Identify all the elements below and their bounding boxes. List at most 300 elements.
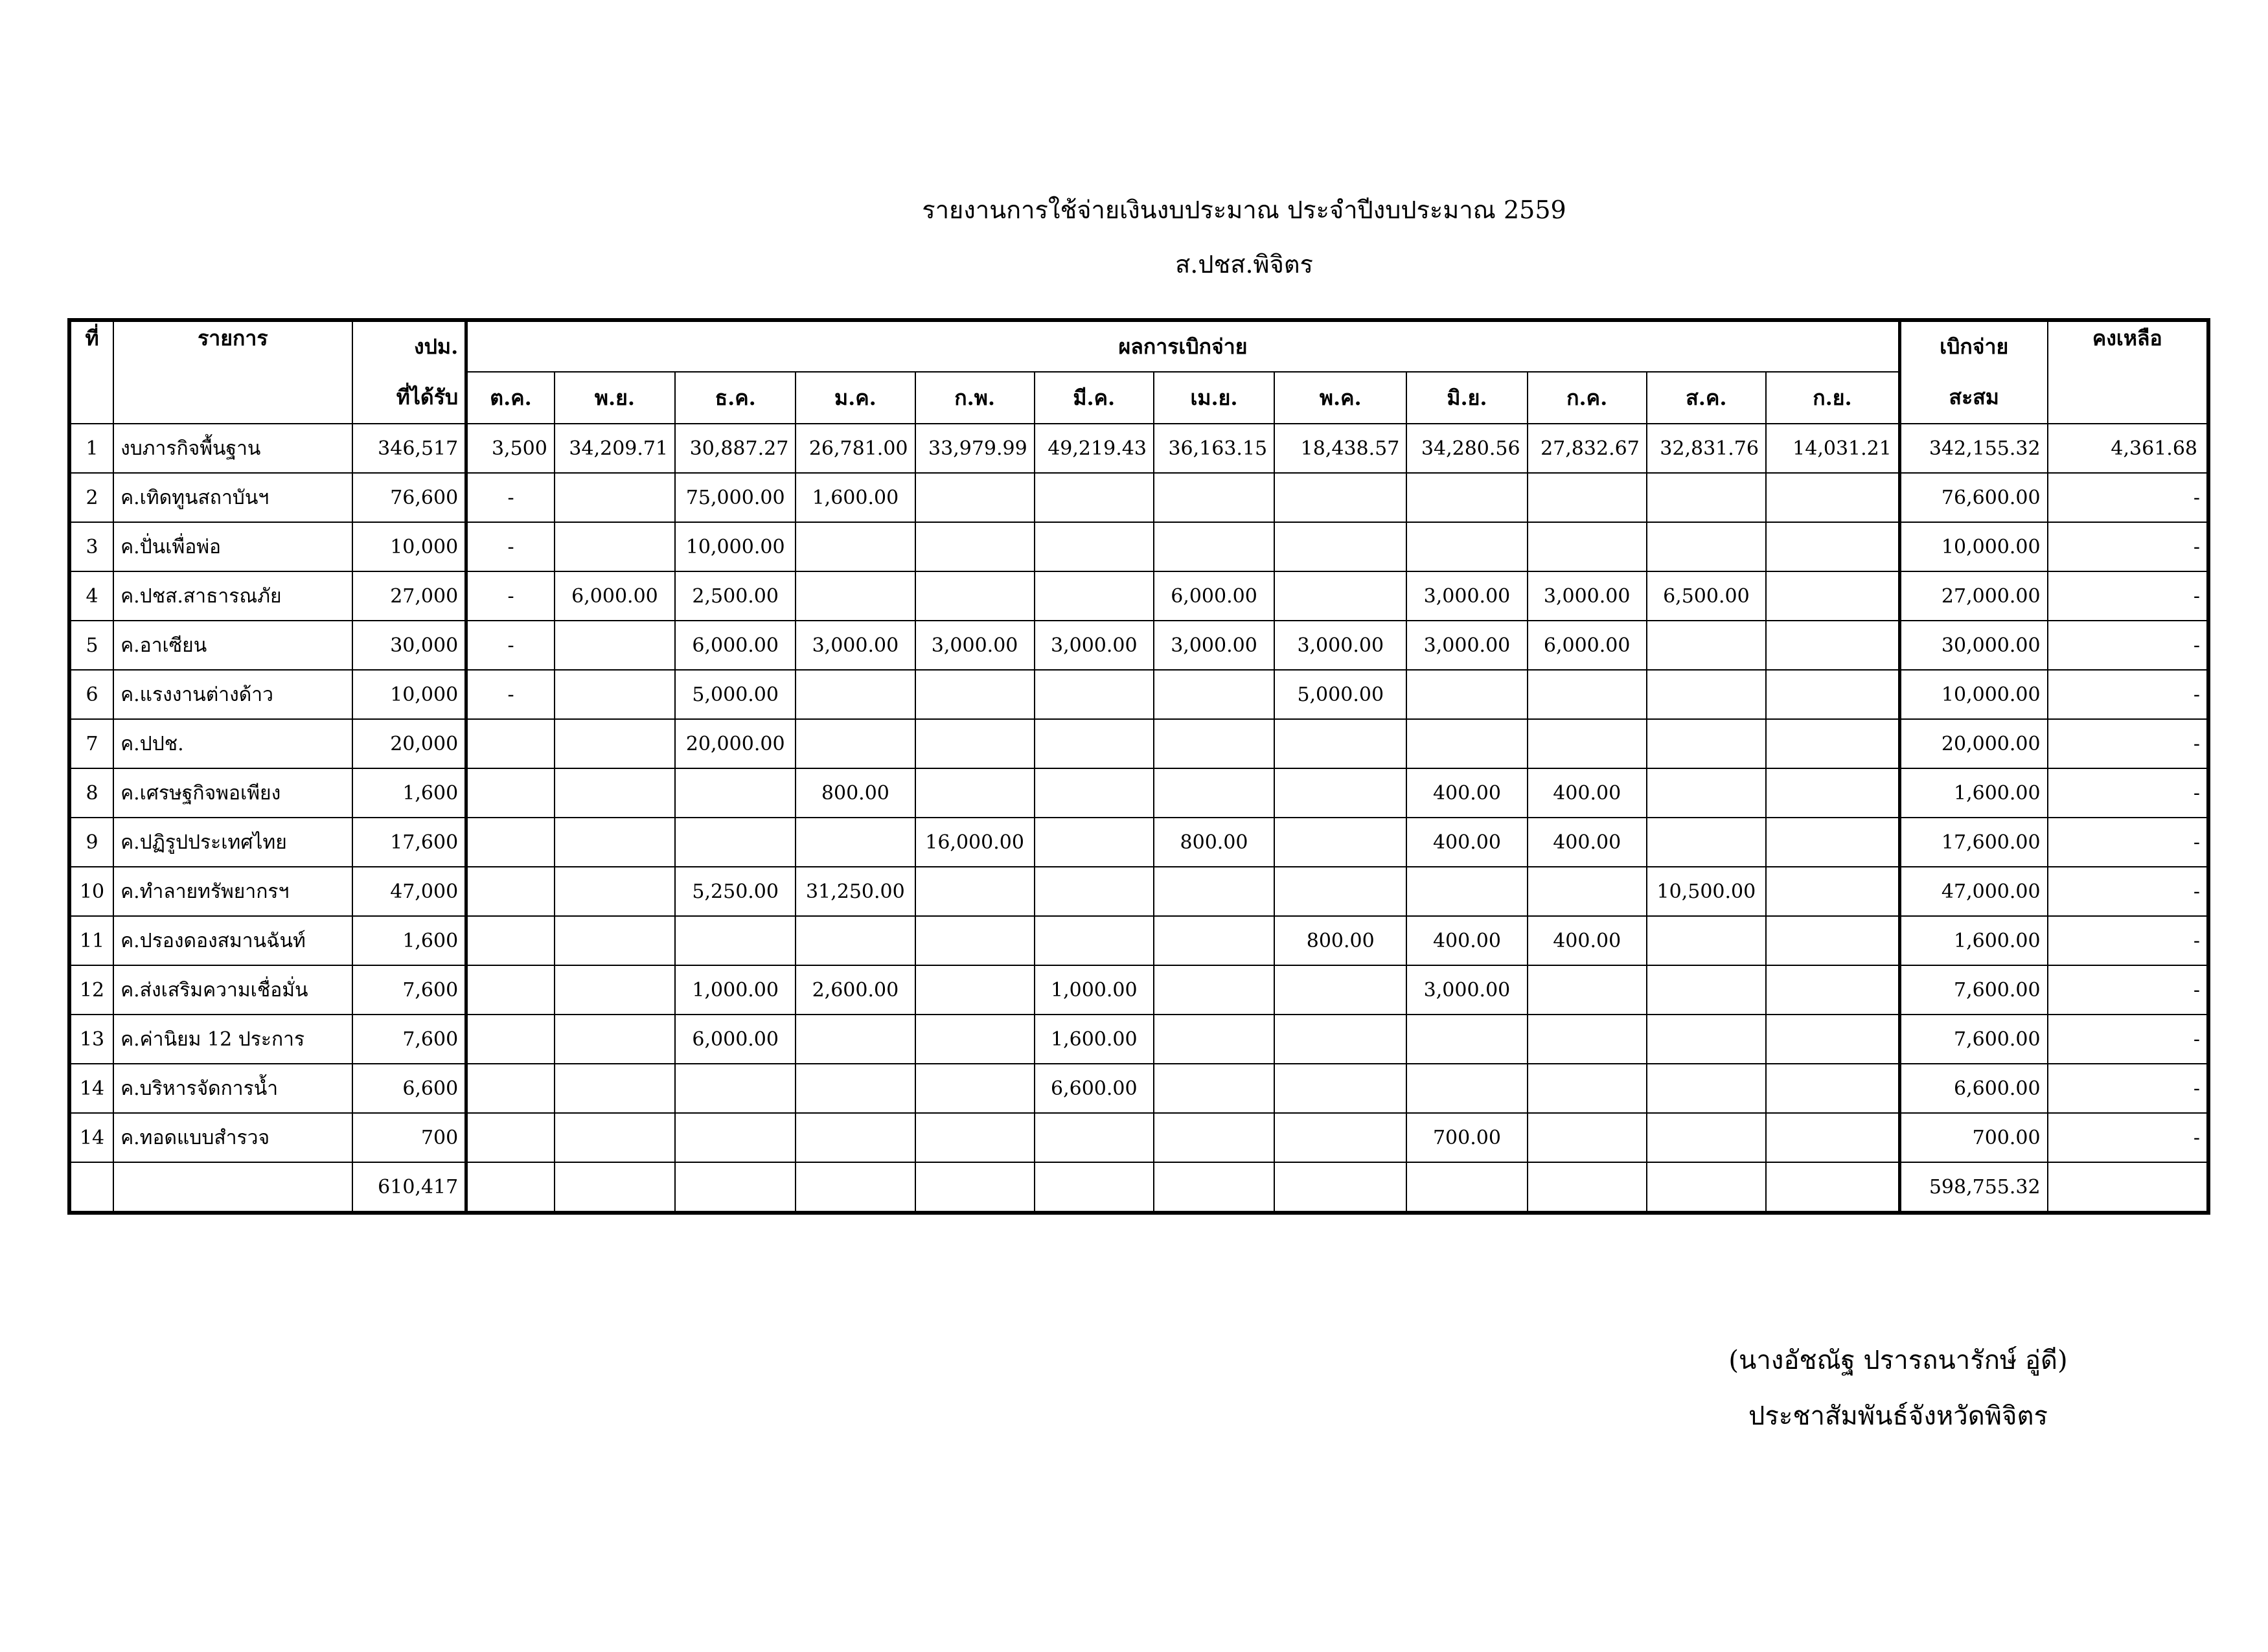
month-disbursement bbox=[555, 1064, 675, 1113]
month-disbursement bbox=[1154, 1015, 1274, 1064]
month-disbursement bbox=[466, 1015, 555, 1064]
row-number: 14 bbox=[69, 1064, 113, 1113]
budget-received: 10,000 bbox=[352, 670, 466, 719]
table-row bbox=[69, 916, 2208, 965]
item-name: ค.เทิดทูนสถาบันฯ bbox=[113, 473, 352, 522]
total-month-empty bbox=[1406, 1162, 1527, 1213]
remaining-balance: - bbox=[2048, 473, 2208, 522]
remaining-balance: - bbox=[2048, 571, 2208, 621]
month-disbursement bbox=[1766, 670, 1899, 719]
row-number: 5 bbox=[69, 621, 113, 670]
month-disbursement: 26,781.00 bbox=[796, 424, 915, 473]
item-name: ค.ทำลายทรัพยากรฯ bbox=[113, 867, 352, 916]
remaining-balance: - bbox=[2048, 1113, 2208, 1162]
month-disbursement bbox=[915, 768, 1035, 818]
month-disbursement bbox=[1154, 522, 1274, 571]
table-row bbox=[69, 719, 2208, 768]
month-disbursement bbox=[1528, 965, 1647, 1015]
cumulative-disbursement: 1,600.00 bbox=[1899, 916, 2047, 965]
table-row bbox=[69, 670, 2208, 719]
month-disbursement bbox=[915, 1113, 1035, 1162]
month-disbursement: 3,000.00 bbox=[1406, 571, 1527, 621]
month-disbursement bbox=[1647, 1064, 1766, 1113]
budget-received: 47,000 bbox=[352, 867, 466, 916]
month-disbursement bbox=[1528, 1015, 1647, 1064]
month-disbursement bbox=[1035, 522, 1154, 571]
budget-received: 7,600 bbox=[352, 1015, 466, 1064]
total-month-empty bbox=[1528, 1162, 1647, 1213]
budget-received: 30,000 bbox=[352, 621, 466, 670]
month-disbursement bbox=[796, 1064, 915, 1113]
month-disbursement: - bbox=[466, 522, 555, 571]
item-name: ค.ค่านิยม 12 ประการ bbox=[113, 1015, 352, 1064]
col-header-remaining: คงเหลือ bbox=[2048, 320, 2208, 424]
cumulative-disbursement: 342,155.32 bbox=[1899, 424, 2047, 473]
month-disbursement: 6,000.00 bbox=[555, 571, 675, 621]
signature-role: ประชาสัมพันธ์จังหวัดพิจิตร bbox=[1748, 1401, 2048, 1431]
month-disbursement bbox=[1528, 473, 1647, 522]
month-disbursement bbox=[1647, 719, 1766, 768]
col-header-cumulative-line2: สะสม bbox=[1899, 372, 2047, 424]
month-disbursement bbox=[555, 1113, 675, 1162]
cumulative-disbursement: 27,000.00 bbox=[1899, 571, 2047, 621]
cumulative-disbursement: 30,000.00 bbox=[1899, 621, 2047, 670]
month-disbursement: 14,031.21 bbox=[1766, 424, 1899, 473]
month-disbursement bbox=[915, 719, 1035, 768]
item-name: ค.ทอดแบบสำรวจ bbox=[113, 1113, 352, 1162]
month-disbursement bbox=[1766, 1113, 1899, 1162]
month-disbursement bbox=[1528, 1113, 1647, 1162]
table-row bbox=[69, 522, 2208, 571]
month-disbursement: 6,000.00 bbox=[1528, 621, 1647, 670]
month-header: มี.ค. bbox=[1035, 372, 1154, 424]
month-disbursement bbox=[1406, 670, 1527, 719]
col-header-item: รายการ bbox=[113, 320, 352, 424]
month-header: ธ.ค. bbox=[675, 372, 796, 424]
item-name: ค.อาเซียน bbox=[113, 621, 352, 670]
month-disbursement bbox=[675, 916, 796, 965]
row-number: 8 bbox=[69, 768, 113, 818]
month-disbursement bbox=[915, 473, 1035, 522]
month-disbursement bbox=[1647, 522, 1766, 571]
month-disbursement bbox=[1766, 571, 1899, 621]
row-number: 12 bbox=[69, 965, 113, 1015]
budget-table bbox=[67, 318, 2210, 1215]
col-header-cumulative-line1: เบิกจ่าย bbox=[1899, 320, 2047, 372]
total-cumulative: 598,755.32 bbox=[1899, 1162, 2047, 1213]
month-disbursement bbox=[1154, 768, 1274, 818]
budget-received: 17,600 bbox=[352, 818, 466, 867]
month-disbursement: 27,832.67 bbox=[1528, 424, 1647, 473]
month-disbursement bbox=[1406, 719, 1527, 768]
item-name: ค.ปั่นเพื่อพ่อ bbox=[113, 522, 352, 571]
remaining-balance: - bbox=[2048, 1015, 2208, 1064]
month-disbursement: 5,000.00 bbox=[1274, 670, 1406, 719]
month-disbursement bbox=[1274, 1113, 1406, 1162]
month-disbursement: 800.00 bbox=[1154, 818, 1274, 867]
month-disbursement bbox=[1274, 1015, 1406, 1064]
month-disbursement: 800.00 bbox=[796, 768, 915, 818]
table-row bbox=[69, 473, 2208, 522]
month-disbursement: 3,000.00 bbox=[1274, 621, 1406, 670]
month-disbursement bbox=[1766, 473, 1899, 522]
table-row bbox=[69, 621, 2208, 670]
month-disbursement: 3,000.00 bbox=[1406, 621, 1527, 670]
month-disbursement bbox=[1035, 867, 1154, 916]
month-disbursement bbox=[555, 1015, 675, 1064]
month-disbursement bbox=[1154, 1064, 1274, 1113]
month-disbursement: 30,887.27 bbox=[675, 424, 796, 473]
row-number: 7 bbox=[69, 719, 113, 768]
row-number: 9 bbox=[69, 818, 113, 867]
month-disbursement: 400.00 bbox=[1406, 768, 1527, 818]
month-disbursement bbox=[1035, 1113, 1154, 1162]
month-disbursement bbox=[796, 1113, 915, 1162]
month-disbursement bbox=[1035, 473, 1154, 522]
cumulative-disbursement: 20,000.00 bbox=[1899, 719, 2047, 768]
month-disbursement: 49,219.43 bbox=[1035, 424, 1154, 473]
month-disbursement bbox=[796, 1015, 915, 1064]
cumulative-disbursement: 17,600.00 bbox=[1899, 818, 2047, 867]
month-disbursement: 3,500 bbox=[466, 424, 555, 473]
total-month-empty bbox=[915, 1162, 1035, 1213]
month-disbursement bbox=[1154, 965, 1274, 1015]
month-disbursement bbox=[1766, 768, 1899, 818]
month-disbursement bbox=[915, 965, 1035, 1015]
remaining-balance: - bbox=[2048, 670, 2208, 719]
month-disbursement: 1,000.00 bbox=[1035, 965, 1154, 1015]
month-disbursement: 10,500.00 bbox=[1647, 867, 1766, 916]
month-disbursement: 5,250.00 bbox=[675, 867, 796, 916]
budget-received: 6,600 bbox=[352, 1064, 466, 1113]
total-month-empty bbox=[796, 1162, 915, 1213]
cumulative-disbursement: 10,000.00 bbox=[1899, 522, 2047, 571]
month-disbursement: - bbox=[466, 473, 555, 522]
month-disbursement bbox=[1528, 522, 1647, 571]
month-disbursement bbox=[1647, 965, 1766, 1015]
month-disbursement bbox=[1274, 719, 1406, 768]
table-row bbox=[69, 1064, 2208, 1113]
month-disbursement bbox=[675, 818, 796, 867]
remaining-balance: - bbox=[2048, 916, 2208, 965]
month-disbursement: 800.00 bbox=[1274, 916, 1406, 965]
month-disbursement bbox=[1274, 473, 1406, 522]
item-name: ค.ส่งเสริมความเชื่อมั่น bbox=[113, 965, 352, 1015]
month-disbursement bbox=[1274, 965, 1406, 1015]
month-disbursement bbox=[1647, 768, 1766, 818]
budget-received: 346,517 bbox=[352, 424, 466, 473]
month-disbursement: 5,000.00 bbox=[675, 670, 796, 719]
month-disbursement bbox=[675, 1064, 796, 1113]
month-disbursement bbox=[1647, 1113, 1766, 1162]
total-month-empty bbox=[466, 1162, 555, 1213]
month-disbursement bbox=[1035, 818, 1154, 867]
remaining-balance: 4,361.68 bbox=[2048, 424, 2208, 473]
month-disbursement: 3,000.00 bbox=[1154, 621, 1274, 670]
month-disbursement: 700.00 bbox=[1406, 1113, 1527, 1162]
month-disbursement bbox=[466, 719, 555, 768]
month-disbursement bbox=[1766, 719, 1899, 768]
cumulative-disbursement: 47,000.00 bbox=[1899, 867, 2047, 916]
month-disbursement bbox=[796, 571, 915, 621]
month-disbursement bbox=[796, 916, 915, 965]
month-disbursement: - bbox=[466, 621, 555, 670]
month-disbursement: 1,600.00 bbox=[796, 473, 915, 522]
col-header-budget-line1: งปม. bbox=[352, 320, 466, 372]
month-disbursement bbox=[555, 473, 675, 522]
month-header: ก.ย. bbox=[1766, 372, 1899, 424]
month-disbursement bbox=[555, 916, 675, 965]
month-disbursement bbox=[1154, 1113, 1274, 1162]
month-disbursement bbox=[1154, 867, 1274, 916]
month-disbursement: 3,000.00 bbox=[1406, 965, 1527, 1015]
month-disbursement bbox=[1528, 1064, 1647, 1113]
month-disbursement bbox=[555, 670, 675, 719]
cumulative-disbursement: 700.00 bbox=[1899, 1113, 2047, 1162]
table-row bbox=[69, 965, 2208, 1015]
month-disbursement: 400.00 bbox=[1406, 916, 1527, 965]
month-disbursement bbox=[1406, 1015, 1527, 1064]
month-disbursement: 20,000.00 bbox=[675, 719, 796, 768]
month-disbursement: 1,000.00 bbox=[675, 965, 796, 1015]
month-disbursement: 75,000.00 bbox=[675, 473, 796, 522]
total-month-empty bbox=[1154, 1162, 1274, 1213]
item-name: ค.ปชส.สาธารณภัย bbox=[113, 571, 352, 621]
month-header: ก.พ. bbox=[915, 372, 1035, 424]
table-row bbox=[69, 818, 2208, 867]
item-name: ค.ปปช. bbox=[113, 719, 352, 768]
month-disbursement bbox=[1528, 719, 1647, 768]
report-title: รายงานการใช้จ่ายเงินงบประมาณ ประจำปีงบประมาณ 2559 bbox=[922, 196, 1566, 224]
budget-received: 700 bbox=[352, 1113, 466, 1162]
total-month-empty bbox=[675, 1162, 796, 1213]
item-name: ค.ปรองดองสมานฉันท์ bbox=[113, 916, 352, 965]
month-disbursement: 3,000.00 bbox=[796, 621, 915, 670]
month-disbursement bbox=[555, 719, 675, 768]
row-number: 11 bbox=[69, 916, 113, 965]
month-header: พ.ค. bbox=[1274, 372, 1406, 424]
month-header: มิ.ย. bbox=[1406, 372, 1527, 424]
month-disbursement bbox=[1766, 1064, 1899, 1113]
table-row bbox=[69, 867, 2208, 916]
month-header: ต.ค. bbox=[466, 372, 555, 424]
month-disbursement bbox=[675, 768, 796, 818]
month-disbursement: 6,600.00 bbox=[1035, 1064, 1154, 1113]
month-disbursement bbox=[915, 1015, 1035, 1064]
cumulative-disbursement: 6,600.00 bbox=[1899, 1064, 2047, 1113]
month-disbursement bbox=[1766, 818, 1899, 867]
budget-received: 20,000 bbox=[352, 719, 466, 768]
month-disbursement bbox=[1766, 1015, 1899, 1064]
month-disbursement bbox=[555, 965, 675, 1015]
month-disbursement bbox=[1035, 916, 1154, 965]
total-empty bbox=[113, 1162, 352, 1213]
month-disbursement: 3,000.00 bbox=[1528, 571, 1647, 621]
month-disbursement: 36,163.15 bbox=[1154, 424, 1274, 473]
col-header-results: ผลการเบิกจ่าย bbox=[466, 320, 1900, 372]
total-month-empty bbox=[1274, 1162, 1406, 1213]
month-disbursement bbox=[1035, 768, 1154, 818]
remaining-balance: - bbox=[2048, 621, 2208, 670]
month-disbursement bbox=[915, 1064, 1035, 1113]
month-disbursement bbox=[1406, 1064, 1527, 1113]
month-disbursement bbox=[466, 916, 555, 965]
month-disbursement bbox=[1035, 719, 1154, 768]
month-disbursement bbox=[915, 867, 1035, 916]
remaining-balance: - bbox=[2048, 818, 2208, 867]
month-disbursement bbox=[796, 719, 915, 768]
budget-received: 10,000 bbox=[352, 522, 466, 571]
table-row bbox=[69, 1015, 2208, 1064]
budget-received: 76,600 bbox=[352, 473, 466, 522]
table-row bbox=[69, 424, 2208, 473]
total-month-empty bbox=[555, 1162, 675, 1213]
month-header: ส.ค. bbox=[1647, 372, 1766, 424]
month-disbursement bbox=[1647, 916, 1766, 965]
month-disbursement: 10,000.00 bbox=[675, 522, 796, 571]
row-number: 13 bbox=[69, 1015, 113, 1064]
month-disbursement bbox=[555, 768, 675, 818]
month-disbursement bbox=[466, 1113, 555, 1162]
month-disbursement bbox=[1274, 571, 1406, 621]
month-disbursement bbox=[1274, 818, 1406, 867]
month-disbursement bbox=[1647, 670, 1766, 719]
month-disbursement bbox=[915, 571, 1035, 621]
col-header-budget-line2: ที่ได้รับ bbox=[352, 372, 466, 424]
month-disbursement bbox=[555, 522, 675, 571]
cumulative-disbursement: 10,000.00 bbox=[1899, 670, 2047, 719]
month-disbursement bbox=[1766, 621, 1899, 670]
remaining-balance: - bbox=[2048, 965, 2208, 1015]
month-disbursement bbox=[915, 670, 1035, 719]
month-disbursement bbox=[796, 818, 915, 867]
month-disbursement: 6,500.00 bbox=[1647, 571, 1766, 621]
month-disbursement: 31,250.00 bbox=[796, 867, 915, 916]
month-disbursement bbox=[555, 818, 675, 867]
month-disbursement: 3,000.00 bbox=[1035, 621, 1154, 670]
month-disbursement: 1,600.00 bbox=[1035, 1015, 1154, 1064]
budget-received: 7,600 bbox=[352, 965, 466, 1015]
month-disbursement bbox=[1406, 473, 1527, 522]
month-disbursement bbox=[1154, 719, 1274, 768]
month-disbursement bbox=[915, 916, 1035, 965]
row-number: 10 bbox=[69, 867, 113, 916]
month-disbursement: 2,600.00 bbox=[796, 965, 915, 1015]
month-disbursement bbox=[1766, 867, 1899, 916]
month-disbursement bbox=[1766, 965, 1899, 1015]
month-disbursement bbox=[1154, 916, 1274, 965]
month-disbursement: 400.00 bbox=[1406, 818, 1527, 867]
month-disbursement bbox=[1274, 768, 1406, 818]
remaining-balance: - bbox=[2048, 867, 2208, 916]
table-row bbox=[69, 768, 2208, 818]
table-row bbox=[69, 571, 2208, 621]
month-disbursement bbox=[796, 522, 915, 571]
cumulative-disbursement: 1,600.00 bbox=[1899, 768, 2047, 818]
month-disbursement bbox=[1154, 473, 1274, 522]
month-disbursement bbox=[1647, 473, 1766, 522]
month-disbursement bbox=[466, 1064, 555, 1113]
month-disbursement bbox=[1766, 522, 1899, 571]
month-disbursement: 3,000.00 bbox=[915, 621, 1035, 670]
row-number: 3 bbox=[69, 522, 113, 571]
total-remaining-empty bbox=[2048, 1162, 2208, 1213]
row-number: 2 bbox=[69, 473, 113, 522]
month-disbursement: 400.00 bbox=[1528, 916, 1647, 965]
table-row bbox=[69, 1113, 2208, 1162]
month-disbursement: 400.00 bbox=[1528, 768, 1647, 818]
row-number: 6 bbox=[69, 670, 113, 719]
month-disbursement bbox=[915, 522, 1035, 571]
item-name: ค.เศรษฐกิจพอเพียง bbox=[113, 768, 352, 818]
month-disbursement: 18,438.57 bbox=[1274, 424, 1406, 473]
month-disbursement: 2,500.00 bbox=[675, 571, 796, 621]
month-disbursement bbox=[1528, 867, 1647, 916]
total-month-empty bbox=[1766, 1162, 1899, 1213]
month-disbursement bbox=[1035, 571, 1154, 621]
month-disbursement: 400.00 bbox=[1528, 818, 1647, 867]
remaining-balance: - bbox=[2048, 522, 2208, 571]
month-disbursement bbox=[1154, 670, 1274, 719]
cumulative-disbursement: 7,600.00 bbox=[1899, 965, 2047, 1015]
row-number: 1 bbox=[69, 424, 113, 473]
total-row bbox=[69, 1162, 2208, 1213]
total-budget: 610,417 bbox=[352, 1162, 466, 1213]
month-disbursement: 33,979.99 bbox=[915, 424, 1035, 473]
item-name: ค.บริหารจัดการน้ำ bbox=[113, 1064, 352, 1113]
month-disbursement: 6,000.00 bbox=[675, 621, 796, 670]
total-month-empty bbox=[1035, 1162, 1154, 1213]
month-disbursement: 34,209.71 bbox=[555, 424, 675, 473]
remaining-balance: - bbox=[2048, 719, 2208, 768]
month-header: พ.ย. bbox=[555, 372, 675, 424]
budget-received: 1,600 bbox=[352, 916, 466, 965]
item-name: ค.ปฏิรูปประเทศไทย bbox=[113, 818, 352, 867]
month-header: ก.ค. bbox=[1528, 372, 1647, 424]
month-disbursement bbox=[1766, 916, 1899, 965]
budget-received: 1,600 bbox=[352, 768, 466, 818]
month-disbursement bbox=[466, 768, 555, 818]
report-subtitle: ส.ปชส.พิจิตร bbox=[1175, 250, 1313, 279]
col-header-no: ที่ bbox=[69, 320, 113, 424]
signature-name: (นางอัชณัฐ ปรารถนารักษ์ อู่ดี) bbox=[1728, 1346, 2068, 1375]
month-disbursement bbox=[555, 867, 675, 916]
month-disbursement bbox=[1274, 522, 1406, 571]
month-disbursement bbox=[555, 621, 675, 670]
month-disbursement bbox=[675, 1113, 796, 1162]
row-number: 4 bbox=[69, 571, 113, 621]
month-disbursement: 6,000.00 bbox=[1154, 571, 1274, 621]
month-header: ม.ค. bbox=[796, 372, 915, 424]
month-disbursement: 32,831.76 bbox=[1647, 424, 1766, 473]
month-header: เม.ย. bbox=[1154, 372, 1274, 424]
month-disbursement bbox=[466, 818, 555, 867]
month-disbursement bbox=[1528, 670, 1647, 719]
month-disbursement bbox=[466, 965, 555, 1015]
item-name: ค.แรงงานต่างด้าว bbox=[113, 670, 352, 719]
month-disbursement bbox=[466, 867, 555, 916]
total-month-empty bbox=[1647, 1162, 1766, 1213]
month-disbursement bbox=[1647, 621, 1766, 670]
cumulative-disbursement: 76,600.00 bbox=[1899, 473, 2047, 522]
remaining-balance: - bbox=[2048, 1064, 2208, 1113]
total-empty bbox=[69, 1162, 113, 1213]
budget-received: 27,000 bbox=[352, 571, 466, 621]
month-disbursement: - bbox=[466, 571, 555, 621]
month-disbursement bbox=[1647, 1015, 1766, 1064]
month-disbursement bbox=[1274, 867, 1406, 916]
remaining-balance: - bbox=[2048, 768, 2208, 818]
